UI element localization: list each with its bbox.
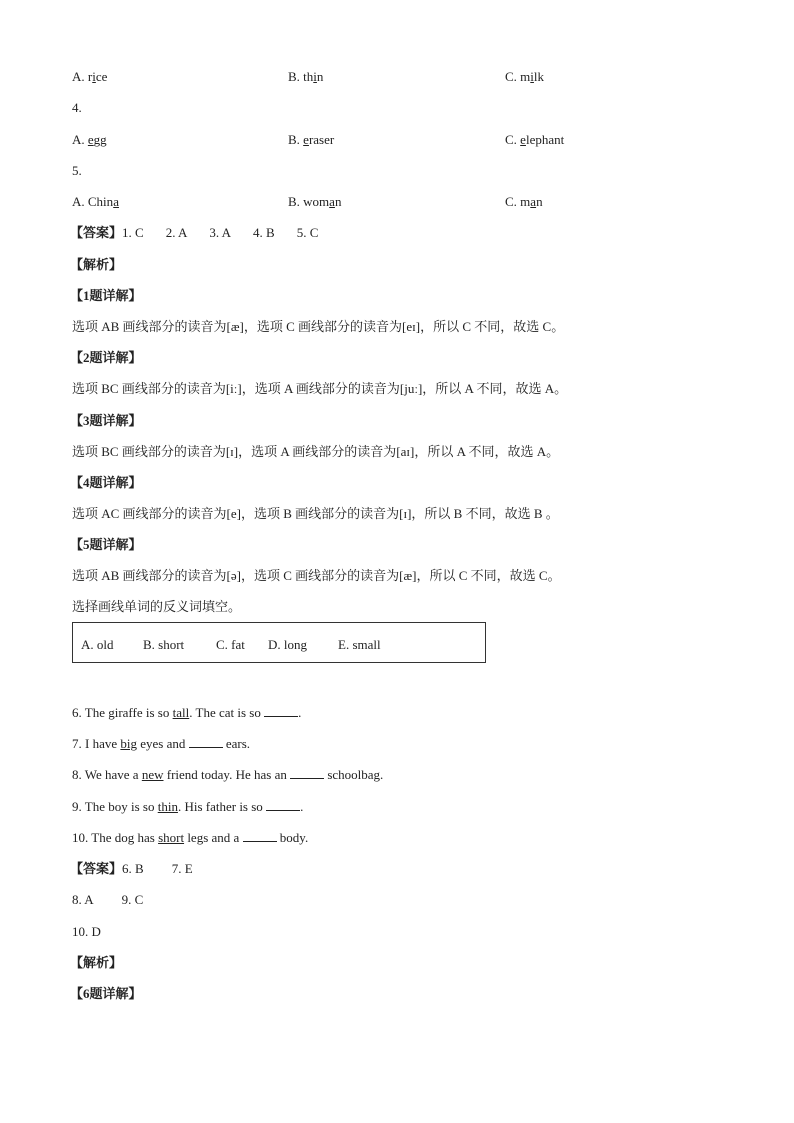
option-text: gg [93, 132, 107, 147]
answer-blank [243, 830, 277, 842]
underlined-letter: a [113, 194, 119, 209]
option-label: C. [505, 132, 517, 147]
answer-blank [290, 767, 324, 779]
word-option-e: E. small [338, 637, 381, 652]
q3-option-c [505, 69, 544, 85]
option-text: lephant [525, 132, 565, 147]
option-text: wom [303, 194, 330, 209]
word-option-b: B. short [143, 637, 185, 652]
detail-3-text: 选项 BC 画线部分的读音为[ɪ]，选项 A 画线部分的读音为[aɪ]，所以 A 不同，故选 A。 [72, 444, 560, 459]
question-10 [72, 830, 308, 846]
option-text: n [536, 194, 543, 209]
question-text: schoolbag. [324, 767, 384, 782]
option-text: Chin [87, 194, 114, 209]
detail-1-text: 选项 AB 画线部分的读音为[æ]，选项 C 画线部分的读音为[eɪ]，所以 C 不同，故选 C。 [72, 319, 565, 334]
question-text: body. [276, 830, 309, 845]
q5-option-a [72, 194, 119, 210]
question-text: 6. The giraffe is so [72, 705, 173, 720]
option-label: A. [72, 132, 85, 147]
answer-item: 2. A [165, 225, 188, 240]
underlined-word: new [141, 767, 164, 782]
answer-item: 7. E [171, 861, 193, 876]
question-text: . His father is so [177, 799, 267, 814]
option-label: A. [72, 69, 85, 84]
question-text: . [300, 799, 304, 814]
question-7 [72, 736, 250, 752]
word-option-a: A. old [81, 637, 114, 652]
option-text: n [334, 194, 342, 209]
detail-4-text: 选项 AC 画线部分的读音为[e]，选项 B 画线部分的读音为[ɪ]，所以 B 不同，故选 B 。 [72, 506, 559, 521]
option-text: m [520, 69, 531, 84]
question-9 [72, 799, 303, 815]
answer-item: 5. C [296, 225, 319, 240]
underlined-letter: a [530, 194, 537, 209]
word-option-d: D. long [268, 637, 307, 652]
underlined-word: thin [157, 799, 178, 814]
option-label: C. [505, 194, 517, 209]
option-text: n [316, 69, 324, 84]
analysis-2-tag: 【解析】 [70, 955, 123, 970]
question-6 [72, 705, 301, 721]
underlined-letter: i [530, 69, 534, 84]
detail-5-title: 【5题详解】 [70, 537, 142, 552]
q4-number: 4. [72, 100, 82, 115]
word-box [72, 622, 486, 663]
detail-2-title: 【2题详解】 [70, 350, 142, 365]
answer-item: 1. C [122, 225, 144, 240]
detail-5-text: 选项 AB 画线部分的读音为[ə]，选项 C 画线部分的读音为[æ]，所以 C 不同，故选 C。 [72, 568, 561, 583]
section-2-instruction: 选择画线单词的反义词填空。 [72, 599, 242, 614]
answer-tag: 【答案】 [70, 225, 123, 240]
underlined-letter: a [329, 194, 335, 209]
question-text: 10. The dog has [72, 830, 159, 845]
underlined-word: short [158, 830, 185, 845]
question-text: ears. [222, 736, 251, 751]
underlined-word: big [120, 736, 137, 751]
option-text: r [87, 69, 93, 84]
detail-4-title: 【4题详解】 [70, 475, 142, 490]
answer-2-line-1 [72, 861, 193, 877]
question-text: eyes and [137, 736, 189, 751]
detail-1-title: 【1题详解】 [70, 288, 142, 303]
option-text: th [303, 69, 314, 84]
q3-option-b [288, 69, 323, 85]
question-8 [72, 767, 383, 783]
question-text: 7. I have [72, 736, 121, 751]
underlined-letter: e [87, 132, 94, 147]
answer-item: 9. C [121, 892, 144, 907]
answer-line-1 [72, 225, 318, 241]
answer-item: 3. A [209, 225, 232, 240]
question-text: friend today. He has an [163, 767, 291, 782]
answer-blank [266, 799, 300, 811]
detail-3-title: 【3题详解】 [70, 413, 142, 428]
q4-option-b [288, 132, 334, 148]
answer-2-line-3: 10. D [72, 924, 101, 939]
option-label: B. [288, 132, 300, 147]
option-text: m [520, 194, 531, 209]
answer-item: 8. A [72, 892, 94, 907]
option-label: C. [505, 69, 517, 84]
underlined-letter: i [92, 69, 96, 84]
answer-blank [264, 705, 298, 717]
answer-tag: 【答案】 [70, 861, 123, 876]
option-text: lk [533, 69, 545, 84]
option-text: ce [95, 69, 108, 84]
detail-6-title: 【6题详解】 [70, 986, 142, 1001]
underlined-word: tall [172, 705, 190, 720]
q4-option-a [72, 132, 107, 148]
answer-item: 6. B [122, 861, 144, 876]
option-text: raser [308, 132, 335, 147]
underlined-letter: e [520, 132, 526, 147]
analysis-tag: 【解析】 [70, 257, 123, 272]
question-text: 9. The boy is so [72, 799, 158, 814]
underlined-letter: i [313, 69, 317, 84]
answer-blank [189, 736, 223, 748]
q5-option-c [505, 194, 543, 210]
option-label: B. [288, 194, 300, 209]
question-text: 8. We have a [72, 767, 142, 782]
question-text: legs and a [184, 830, 243, 845]
question-text: . [298, 705, 302, 720]
q5-number: 5. [72, 163, 82, 178]
q4-option-c [505, 132, 564, 148]
option-label: A. [72, 194, 85, 209]
detail-2-text: 选项 BC 画线部分的读音为[iː]，选项 A 画线部分的读音为[juː]，所以 A 不同，故选 A。 [72, 381, 568, 396]
answer-2-line-2 [72, 892, 143, 908]
word-option-c: C. fat [216, 637, 245, 652]
underlined-letter: e [303, 132, 309, 147]
question-text: . The cat is so [189, 705, 265, 720]
answer-item: 4. B [253, 225, 275, 240]
q3-option-a [72, 69, 107, 85]
q5-option-b [288, 194, 341, 210]
option-label: B. [288, 69, 300, 84]
